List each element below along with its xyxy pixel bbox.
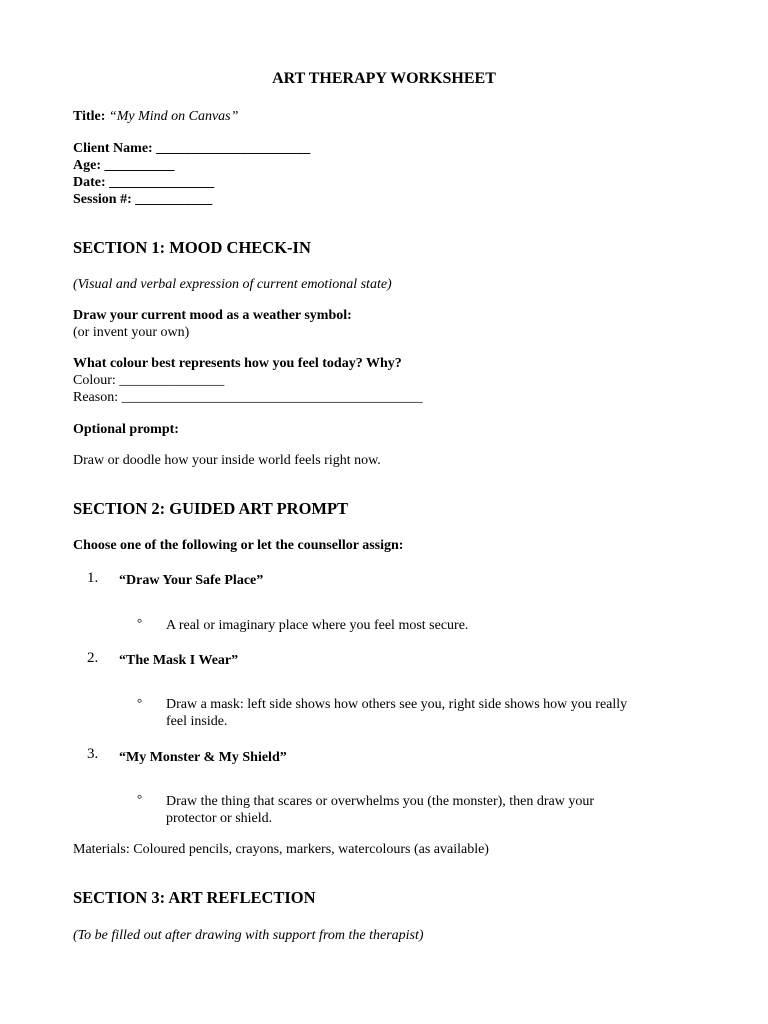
bullet-icon: °	[137, 615, 143, 630]
materials-line: Materials: Coloured pencils, crayons, markers, watercolours (as available)	[73, 842, 489, 857]
section1-heading: SECTION 1: MOOD CHECK-IN	[73, 238, 311, 257]
mood-weather-note: (or invent your own)	[73, 325, 190, 340]
age-field: Age: __________	[73, 158, 175, 173]
prompt-3-desc-line2: protector or shield.	[166, 811, 273, 826]
prompt-1-desc: A real or imaginary place where you feel most secure.	[166, 618, 469, 633]
prompt-3-number: 3.	[87, 746, 99, 762]
optional-prompt-label: Optional prompt:	[73, 422, 179, 437]
title-label: Title:	[73, 109, 106, 124]
prompt-1-title: “Draw Your Safe Place”	[119, 573, 264, 588]
prompt-2-title: “The Mask I Wear”	[119, 653, 239, 668]
bullet-icon: °	[137, 695, 143, 710]
bullet-icon: °	[137, 791, 143, 806]
section3-heading: SECTION 3: ART REFLECTION	[73, 888, 316, 907]
prompt-3-desc-line1: Draw the thing that scares or overwhelms you (the monster), then draw your	[166, 794, 595, 809]
prompt-1-number: 1.	[87, 570, 99, 586]
prompt-2-desc-line1: Draw a mask: left side shows how others see you, right side shows how you really	[166, 697, 628, 712]
date-field: Date: _______________	[73, 175, 215, 190]
title-value: “My Mind on Canvas”	[108, 109, 239, 124]
colour-line: Colour: _______________	[73, 373, 225, 388]
reason-line: Reason: ___________________________________________	[73, 390, 423, 405]
title-row	[73, 108, 238, 125]
session-field: Session #: ___________	[73, 192, 213, 207]
colour-question: What colour best represents how you feel today? Why?	[73, 356, 402, 371]
client-name-field: Client Name: ______________________	[73, 141, 311, 156]
section2-intro: Choose one of the following or let the counsellor assign:	[73, 538, 404, 553]
optional-prompt-text: Draw or doodle how your inside world feels right now.	[73, 453, 381, 468]
mood-weather-question: Draw your current mood as a weather symbol:	[73, 308, 352, 323]
section1-subtitle: (Visual and verbal expression of current emotional state)	[73, 277, 392, 292]
prompt-3-title: “My Monster & My Shield”	[119, 750, 287, 765]
section3-subtitle: (To be filled out after drawing with support from the therapist)	[73, 928, 424, 943]
section2-heading: SECTION 2: GUIDED ART PROMPT	[73, 499, 349, 518]
prompt-2-number: 2.	[87, 650, 99, 666]
worksheet-heading: ART THERAPY WORKSHEET	[272, 70, 496, 87]
prompt-2-desc-line2: feel inside.	[166, 714, 228, 729]
